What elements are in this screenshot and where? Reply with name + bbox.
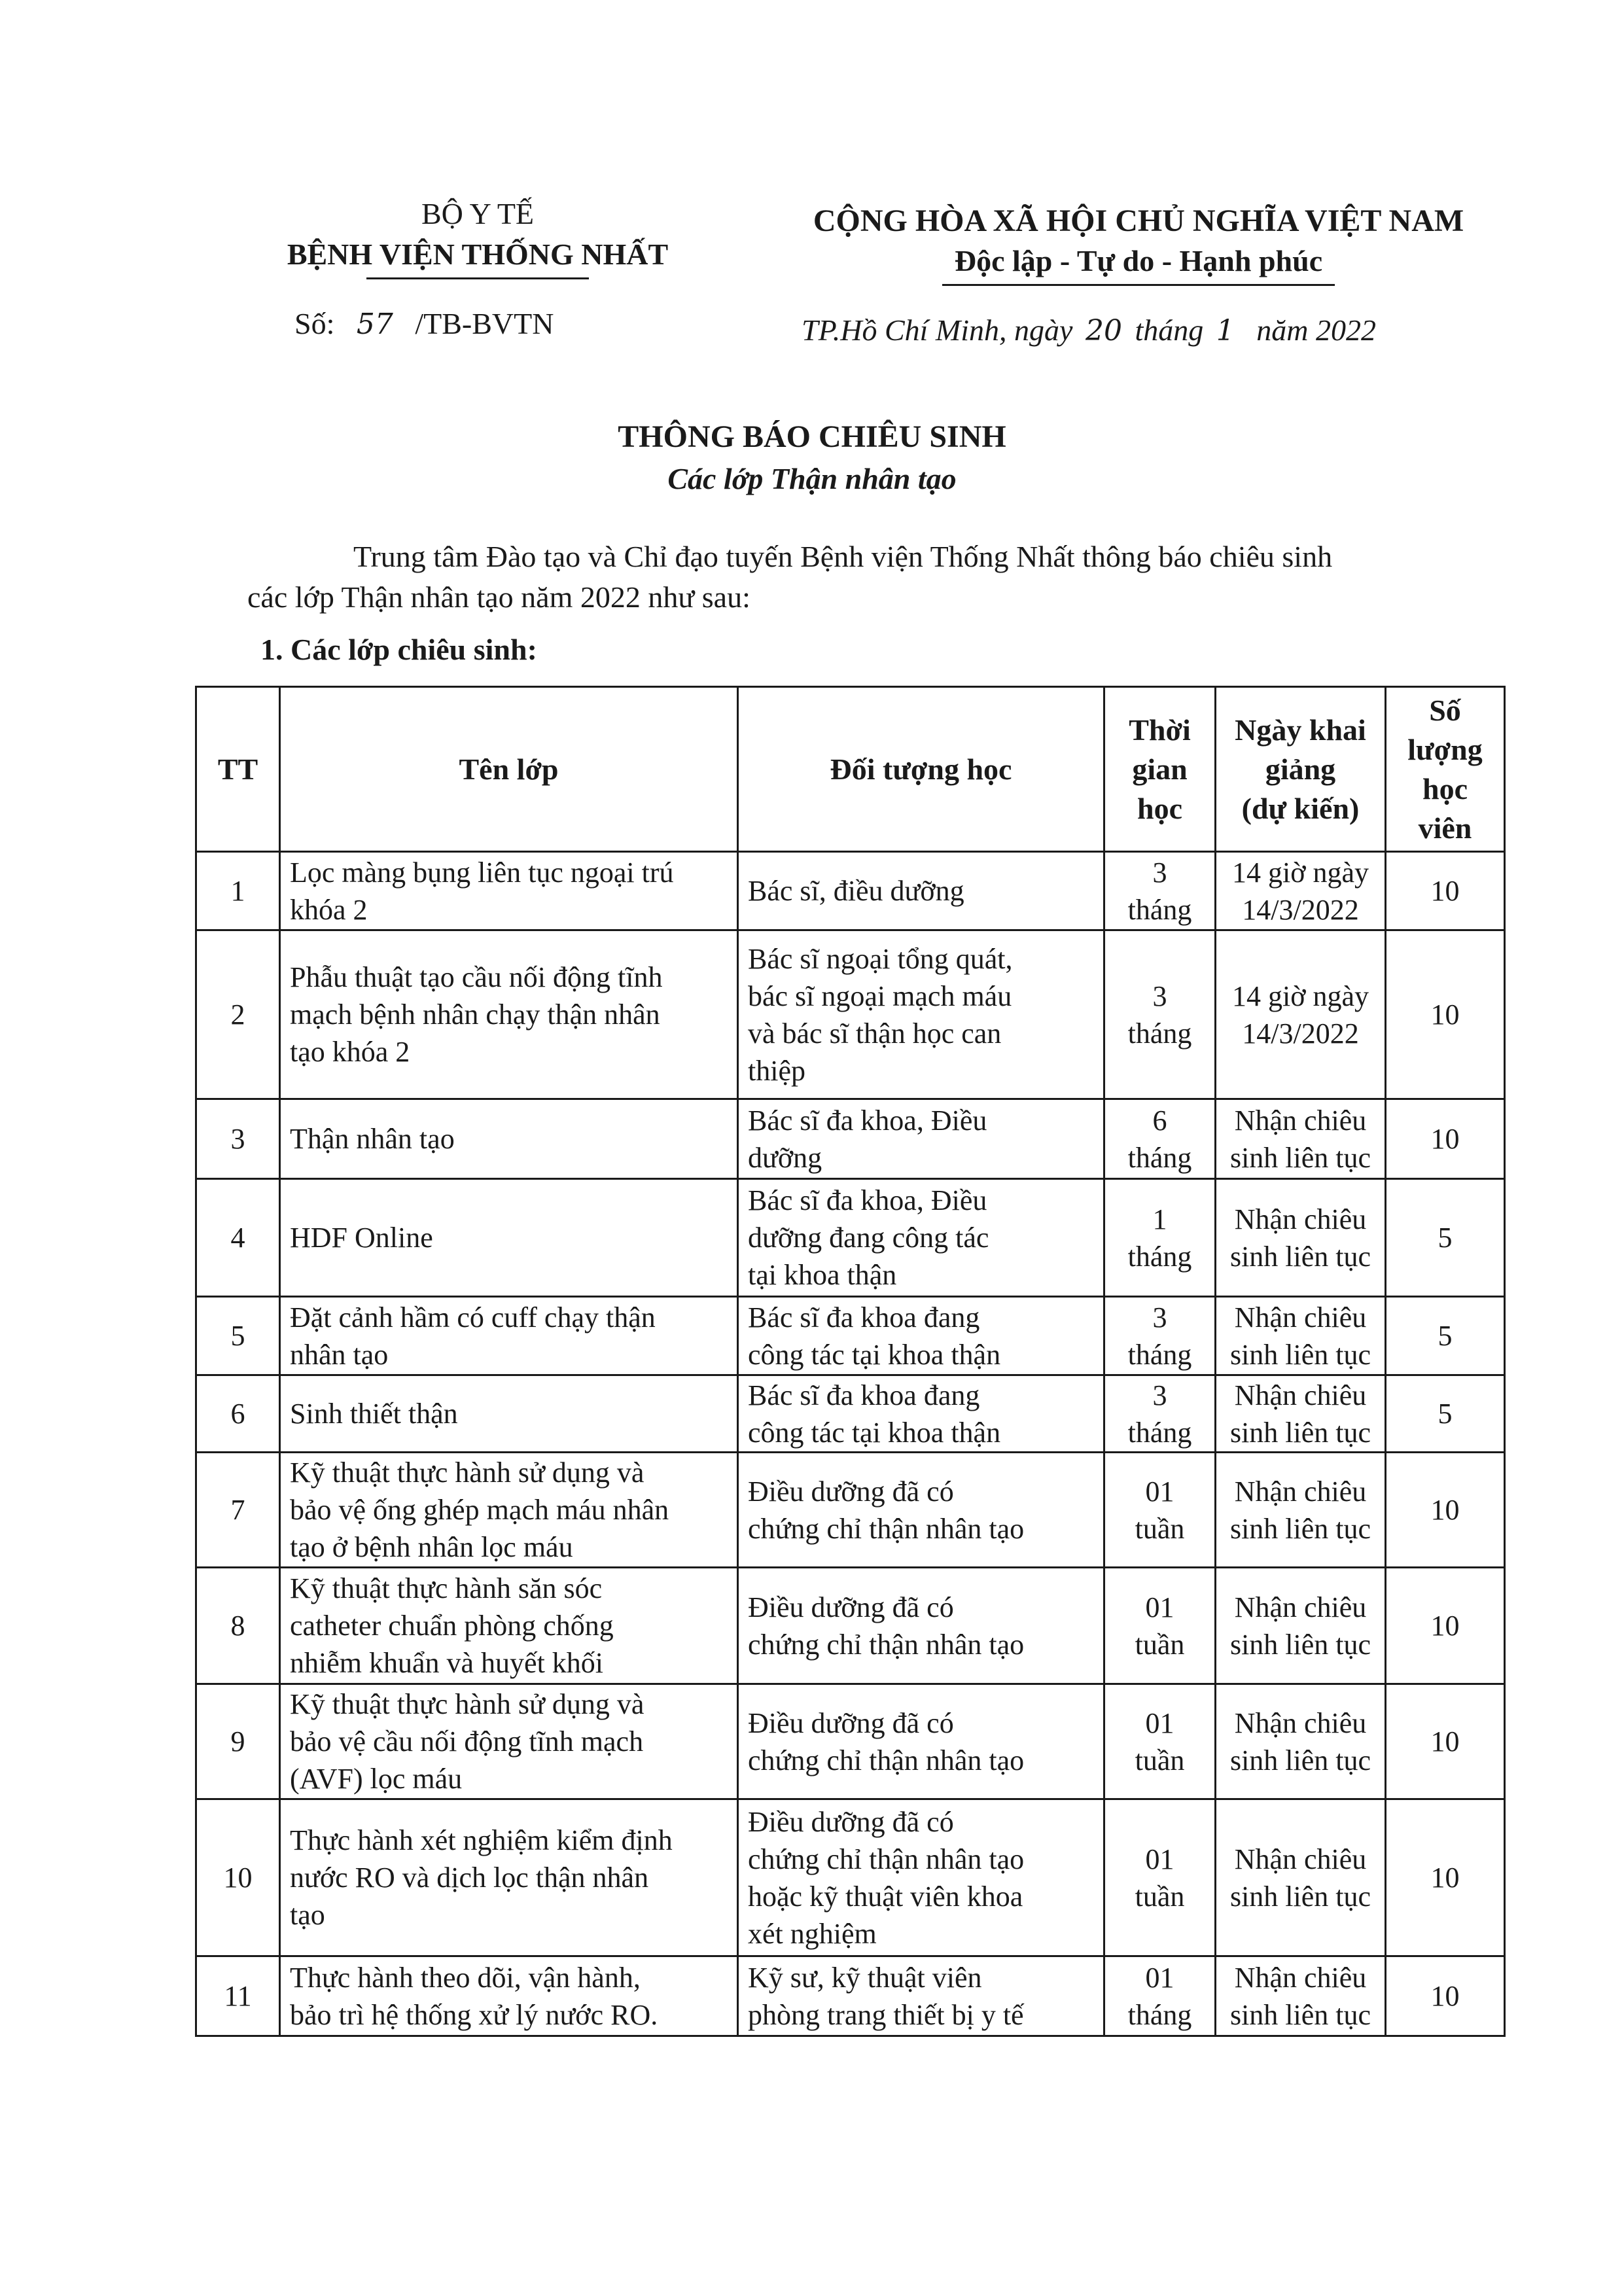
date-month-handwritten: 1 [1216,314,1235,347]
table-header-row [196,687,1505,852]
cell-start: Nhận chiêu sinh liên tục [1216,1684,1386,1799]
hospital-name: BỆNH VIỆN THỐNG NHẤT [287,238,669,271]
col-header-count: Số lượng học viên [1386,687,1505,852]
cell-start: Nhận chiêu sinh liên tục [1216,1453,1386,1568]
section-heading-classes: 1. Các lớp chiêu sinh: [260,633,537,666]
cell-tt: 6 [196,1375,280,1453]
cell-name: Kỹ thuật thực hành săn sóc catheter chuẩn phòng chống nhiễm khuẩn và huyết khối [280,1568,738,1684]
cell-name: HDF Online [280,1179,738,1297]
col-header-duration: Thời gian học [1104,687,1216,852]
cell-start: Nhận chiêu sinh liên tục [1216,1375,1386,1453]
cell-name: Kỹ thuật thực hành sử dụng và bảo vệ ống ghép mạch máu nhân tạo ở bệnh nhân lọc máu [280,1453,738,1568]
cell-duration: 01 tuần [1104,1568,1216,1684]
cell-start: Nhận chiêu sinh liên tục [1216,1799,1386,1956]
cell-count: 10 [1386,930,1505,1099]
classes-table [195,686,1506,2037]
cell-start: 14 giờ ngày 14/3/2022 [1216,852,1386,930]
cell-start: Nhận chiêu sinh liên tục [1216,1297,1386,1375]
cell-audience: Điều dưỡng đã có chứng chỉ thận nhân tạo [738,1568,1104,1684]
cell-audience: Điều dưỡng đã có chứng chỉ thận nhân tạo hoặc kỹ thuật viên khoa xét nghiệm [738,1799,1104,1956]
notice-title: THÔNG BÁO CHIÊU SINH [618,419,1006,454]
cell-tt: 7 [196,1453,280,1568]
cell-tt: 11 [196,1956,280,2036]
cell-count: 5 [1386,1179,1505,1297]
date-day-handwritten: 20 [1085,314,1122,347]
cell-tt: 1 [196,852,280,930]
cell-duration: 6 tháng [1104,1099,1216,1179]
hospital-underline [366,277,589,279]
document-number-prefix: Số: [294,307,335,340]
cell-tt: 5 [196,1297,280,1375]
cell-duration: 01 tuần [1104,1799,1216,1956]
ministry-name: BỘ Y TẾ [421,197,535,230]
republic-name: CỘNG HÒA XÃ HỘI CHỦ NGHĨA VIỆT NAM [813,203,1464,238]
cell-duration: 1 tháng [1104,1179,1216,1297]
cell-name: Thận nhân tạo [280,1099,738,1179]
cell-count: 10 [1386,1099,1505,1179]
cell-tt: 2 [196,930,280,1099]
table-row [196,930,1505,1099]
cell-audience: Bác sĩ đa khoa, Điều dưỡng [738,1099,1104,1179]
cell-count: 10 [1386,852,1505,930]
cell-name: Lọc màng bụng liên tục ngoại trú khóa 2 [280,852,738,930]
cell-count: 10 [1386,1453,1505,1568]
cell-name: Kỹ thuật thực hành sử dụng và bảo vệ cầu nối động tĩnh mạch (AVF) lọc máu [280,1684,738,1799]
table-row [196,1799,1505,1956]
table-row [196,1099,1505,1179]
cell-count: 10 [1386,1684,1505,1799]
cell-duration: 3 tháng [1104,1297,1216,1375]
cell-audience: Bác sĩ đa khoa, Điều dưỡng đang công tác tại khoa thận [738,1179,1104,1297]
intro-line-1: Trung tâm Đào tạo và Chỉ đạo tuyến Bệnh viện Thống Nhất thông báo chiêu sinh [353,540,1333,573]
cell-name: Phẫu thuật tạo cầu nối động tĩnh mạch bệnh nhân chạy thận nhân tạo khóa 2 [280,930,738,1099]
cell-audience: Bác sĩ đa khoa đang công tác tại khoa thận [738,1375,1104,1453]
intro-line-2: các lớp Thận nhân tạo năm 2022 như sau: [247,580,750,614]
document-number-handwritten: 57 [356,308,393,341]
date-year: năm 2022 [1256,313,1376,347]
cell-duration: 3 tháng [1104,852,1216,930]
cell-name: Sinh thiết thận [280,1375,738,1453]
cell-name: Thực hành theo dõi, vận hành, bảo trì hệ thống xử lý nước RO. [280,1956,738,2036]
cell-count: 10 [1386,1799,1505,1956]
cell-tt: 8 [196,1568,280,1684]
cell-name: Đặt cảnh hầm có cuff chạy thận nhân tạo [280,1297,738,1375]
cell-start: Nhận chiêu sinh liên tục [1216,1956,1386,2036]
col-header-audience: Đối tượng học [738,687,1104,852]
cell-audience: Điều dưỡng đã có chứng chỉ thận nhân tạo [738,1453,1104,1568]
table-row [196,1297,1505,1375]
table-row [196,1684,1505,1799]
cell-duration: 01 tuần [1104,1453,1216,1568]
cell-audience: Bác sĩ đa khoa đang công tác tại khoa thận [738,1297,1104,1375]
table-row [196,1568,1505,1684]
document-number [294,306,554,341]
cell-tt: 10 [196,1799,280,1956]
cell-count: 10 [1386,1956,1505,2036]
col-header-name: Tên lớp [280,687,738,852]
cell-duration: 01 tháng [1104,1956,1216,2036]
document-number-suffix: /TB-BVTN [415,307,554,340]
cell-name: Thực hành xét nghiệm kiểm định nước RO và dịch lọc thận nhân tạo [280,1799,738,1956]
table-row [196,1179,1505,1297]
notice-subtitle: Các lớp Thận nhân tạo [667,462,957,495]
cell-start: Nhận chiêu sinh liên tục [1216,1179,1386,1297]
cell-count: 10 [1386,1568,1505,1684]
cell-count: 5 [1386,1375,1505,1453]
cell-start: 14 giờ ngày 14/3/2022 [1216,930,1386,1099]
cell-tt: 4 [196,1179,280,1297]
cell-tt: 9 [196,1684,280,1799]
cell-duration: 01 tuần [1104,1684,1216,1799]
cell-duration: 3 tháng [1104,930,1216,1099]
cell-audience: Bác sĩ, điều dưỡng [738,852,1104,930]
cell-duration: 3 tháng [1104,1375,1216,1453]
cell-audience: Bác sĩ ngoại tổng quát, bác sĩ ngoại mạch máu và bác sĩ thận học can thiệp [738,930,1104,1099]
date-prefix: TP.Hồ Chí Minh, ngày [802,313,1073,347]
cell-start: Nhận chiêu sinh liên tục [1216,1099,1386,1179]
national-motto: Độc lập - Tự do - Hạnh phúc [954,244,1323,277]
cell-audience: Kỹ sư, kỹ thuật viên phòng trang thiết bị y tế [738,1956,1104,2036]
col-header-start: Ngày khai giảng (dự kiến) [1216,687,1386,852]
motto-underline [942,284,1335,286]
col-header-tt: TT [196,687,280,852]
document-date [802,313,1376,347]
cell-start: Nhận chiêu sinh liên tục [1216,1568,1386,1684]
cell-count: 5 [1386,1297,1505,1375]
cell-tt: 3 [196,1099,280,1179]
table-row [196,1375,1505,1453]
table-row [196,852,1505,930]
table-row [196,1453,1505,1568]
date-month-label: tháng [1135,313,1204,347]
cell-audience: Điều dưỡng đã có chứng chỉ thận nhân tạo [738,1684,1104,1799]
table-row [196,1956,1505,2036]
